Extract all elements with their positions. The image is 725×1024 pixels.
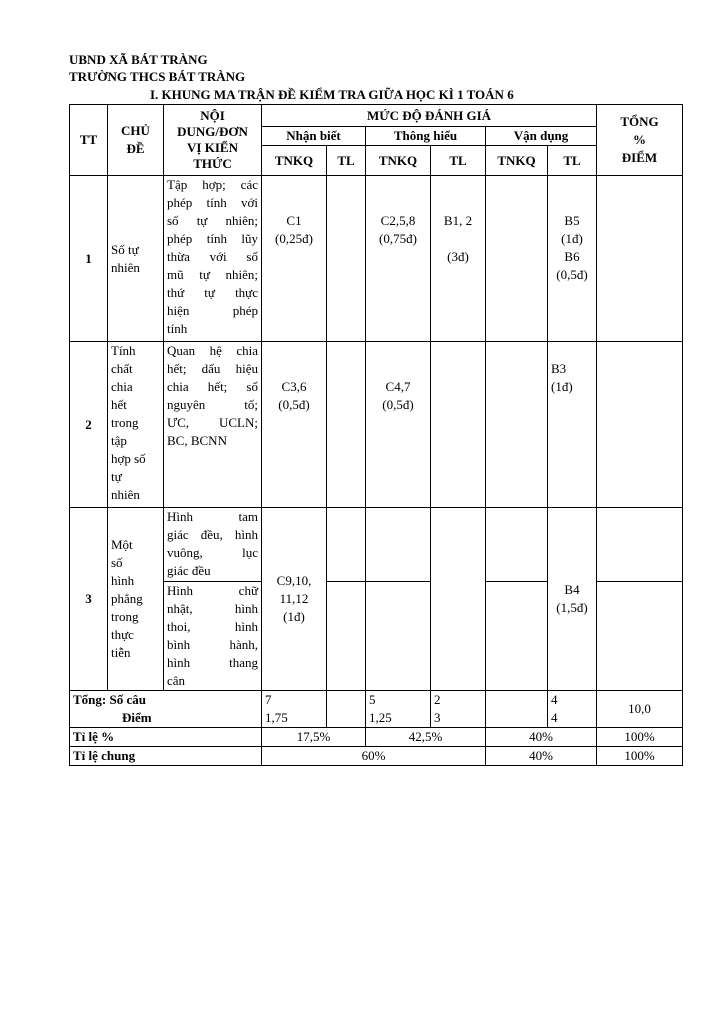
header-th-tl: TL [431, 146, 486, 176]
row-2-tt: 2 [70, 342, 108, 508]
header-thong-hieu: Thông hiểu [366, 127, 486, 146]
row-3b-tong [597, 582, 683, 691]
row-2-noi-dung: Quan hệ chia hết; dấu hiệu chia hết; số nguyên tố; ƯC, UCLN; BC, BCNN [164, 342, 262, 508]
district-name: UBND XÃ BÁT TRÀNG [69, 52, 208, 67]
row-2-nb-tl [327, 342, 366, 508]
school-header [69, 51, 245, 85]
totals-tong: 10,0 [597, 691, 683, 728]
row-1-th-tl: B1, 2 (3đ) [431, 176, 486, 342]
header-van-dung: Vận dụng [486, 127, 597, 146]
header-vd-tnkq: TNKQ [486, 146, 548, 176]
row-2-vd-tl: B3 (1đ) [548, 342, 597, 508]
row-1-th-tnkq: C2,5,8 (0,75đ) [366, 176, 431, 342]
table-row [70, 508, 683, 582]
row-3-noi-dung-b: Hình chữ nhật, hình thoi, hình bình hành, hình thang cân [164, 582, 262, 691]
row-3b-vd-tnkq [486, 582, 548, 691]
header-noi-dung: NỘI DUNG/ĐƠN VỊ KIẾN THỨC [164, 105, 262, 176]
totals-nb-tl [327, 691, 366, 728]
ti-le-label: Tỉ lệ % [70, 728, 262, 747]
row-2-th-tl [431, 342, 486, 508]
row-1-vd-tnkq [486, 176, 548, 342]
totals-label: Tổng: Số câu Điểm [70, 691, 262, 728]
row-3a-tong [597, 508, 683, 582]
header-tong: TỔNG % ĐIỂM [597, 105, 683, 176]
header-nb-tnkq: TNKQ [262, 146, 327, 176]
table-row [70, 342, 683, 508]
ti-le-nhan-biet: 17,5% [262, 728, 366, 747]
row-3a-vd-tnkq [486, 508, 548, 582]
ti-le-tong: 100% [597, 728, 683, 747]
header-row [70, 105, 683, 127]
totals-th-tl: 2 3 [431, 691, 486, 728]
row-3a-th-tnkq [366, 508, 431, 582]
row-3-chu-de: Một số hình phẳng trong thực tiễn [108, 508, 164, 691]
school-name: TRƯỜNG THCS BÁT TRÀNG [69, 69, 246, 84]
totals-th-tnkq: 5 1,25 [366, 691, 431, 728]
row-2-vd-tnkq [486, 342, 548, 508]
row-1-tong [597, 176, 683, 342]
row-3-th-tl [431, 508, 486, 691]
header-chu-de: CHỦ ĐỀ [108, 105, 164, 176]
row-3-noi-dung-a: Hình tam giác đều, hình vuông, lục giác đều [164, 508, 262, 582]
totals-vd-tnkq [486, 691, 548, 728]
row-1-nb-tl [327, 176, 366, 342]
row-3-vd-tl: B4 (1,5đ) [548, 508, 597, 691]
row-2-tong [597, 342, 683, 508]
header-tt: TT [70, 105, 108, 176]
totals-row [70, 691, 683, 728]
ti-le-chung-nb-th: 60% [262, 747, 486, 766]
header-nb-tl: TL [327, 146, 366, 176]
header-vd-tl: TL [548, 146, 597, 176]
ti-le-chung-label: Tỉ lệ chung [70, 747, 262, 766]
row-3a-nb-tl [327, 508, 366, 582]
row-2-chu-de: Tính chất chia hết trong tập hợp số tự nhiên [108, 342, 164, 508]
assessment-matrix-table [69, 104, 683, 766]
page-title: I. KHUNG MA TRẬN ĐỀ KIỂM TRA GIỮA HỌC KÌ 1 TOÁN 6 [150, 87, 514, 102]
totals-vd-tl: 4 4 [548, 691, 597, 728]
row-1-tt: 1 [70, 176, 108, 342]
ti-le-chung-van-dung: 40% [486, 747, 597, 766]
row-2-nb-tnkq: C3,6 (0,5đ) [262, 342, 327, 508]
ti-le-row [70, 728, 683, 747]
header-muc-do: MỨC ĐỘ ĐÁNH GIÁ [262, 105, 597, 127]
row-1-noi-dung: Tập hợp; các phép tính với số tự nhiên; phép tính lũy thừa với số mũ tự nhiên; thứ tự thực hiện phép tính [164, 176, 262, 342]
header-th-tnkq: TNKQ [366, 146, 431, 176]
table-row [70, 176, 683, 342]
row-3b-th-tnkq [366, 582, 431, 691]
totals-nb-tnkq: 7 1,75 [262, 691, 327, 728]
ti-le-chung-row [70, 747, 683, 766]
row-3b-nb-tl [327, 582, 366, 691]
row-3-nb-tnkq: C9,10, 11,12 (1đ) [262, 508, 327, 691]
row-2-th-tnkq: C4,7 (0,5đ) [366, 342, 431, 508]
ti-le-thong-hieu: 42,5% [366, 728, 486, 747]
row-1-vd-tl: B5 (1đ) B6 (0,5đ) [548, 176, 597, 342]
row-1-nb-tnkq: C1 (0,25đ) [262, 176, 327, 342]
row-1-chu-de: Số tự nhiên [108, 176, 164, 342]
ti-le-van-dung: 40% [486, 728, 597, 747]
header-nhan-biet: Nhận biết [262, 127, 366, 146]
ti-le-chung-tong: 100% [597, 747, 683, 766]
row-3-tt: 3 [70, 508, 108, 691]
